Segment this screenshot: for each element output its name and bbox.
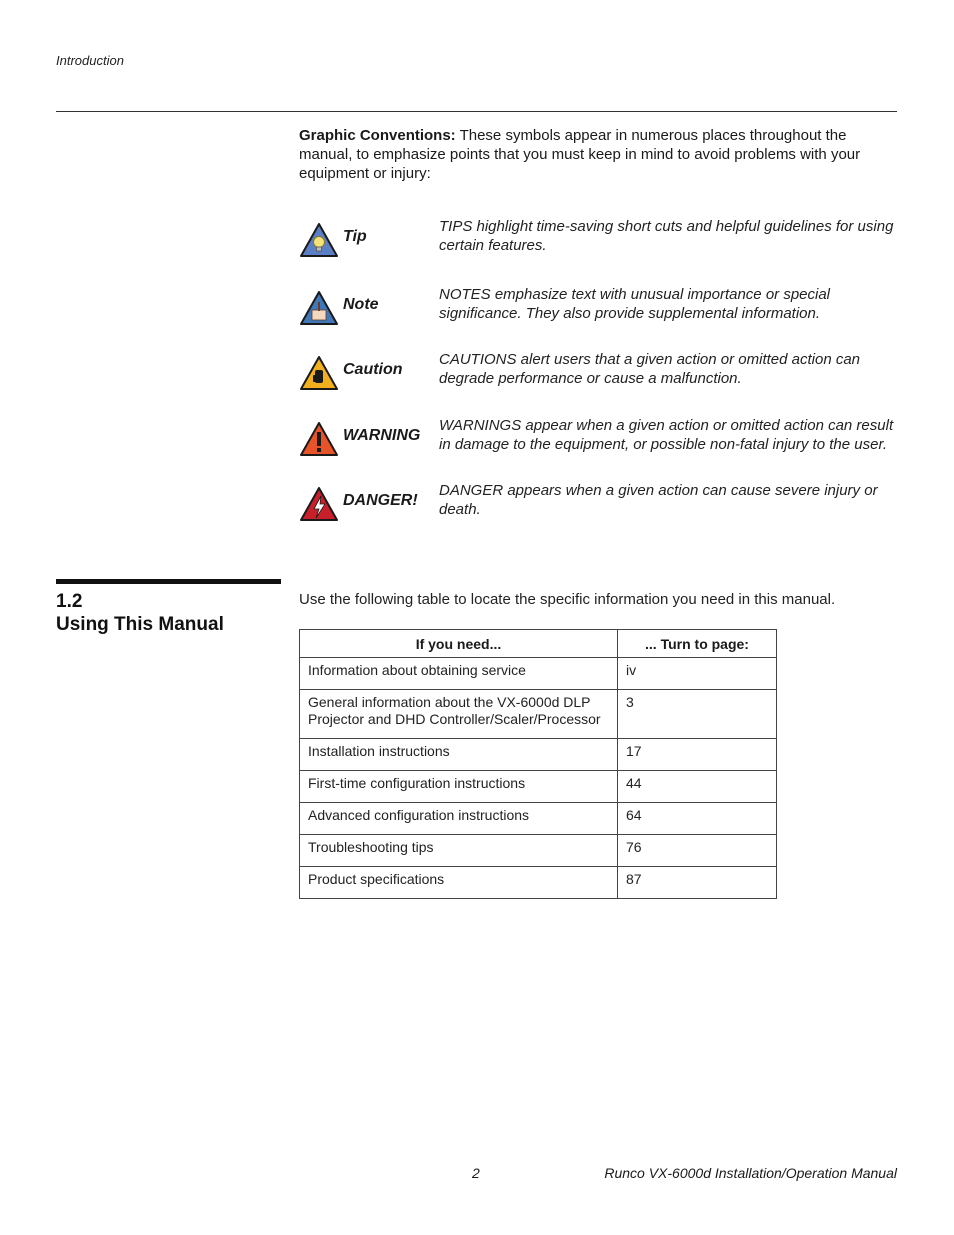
running-header: Introduction — [56, 53, 124, 68]
convention-warning — [299, 417, 899, 461]
section-number: 1.2 — [56, 591, 83, 612]
table-cell-need: General information about the VX-6000d DLP Projector and DHD Controller/Scaler/Processor — [300, 690, 618, 739]
table-row — [300, 803, 777, 835]
caution-icon — [299, 355, 339, 391]
warning-icon — [299, 421, 339, 457]
convention-label: Caution — [343, 361, 403, 378]
table-cell-page: 17 — [618, 739, 777, 771]
convention-description: TIPS highlight time-saving short cuts and helpful guidelines for using certain features. — [439, 218, 894, 254]
manual-guide-table — [299, 629, 777, 899]
header-rule — [56, 111, 897, 112]
convention-caution — [299, 351, 899, 395]
convention-label: Tip — [343, 228, 367, 245]
table-cell-need: Information about obtaining service — [300, 658, 618, 690]
graphic-conventions-intro — [299, 126, 889, 183]
table-cell-page: 44 — [618, 771, 777, 803]
table-cell-need: Troubleshooting tips — [300, 835, 618, 867]
table-cell-need: Installation instructions — [300, 739, 618, 771]
column-header-page: ... Turn to page: — [618, 630, 777, 658]
table-cell-page: 3 — [618, 690, 777, 739]
table-header-row — [300, 630, 777, 658]
column-header-need: If you need... — [300, 630, 618, 658]
convention-description: CAUTIONS alert users that a given action or omitted action can degrade performance or cause a malfunction. — [439, 351, 861, 387]
graphic-conventions-text: These symbols appear in numerous places throughout the manual, to emphasize points that you must keep in mind to avoid problems with your equipment or injury: — [299, 127, 861, 182]
graphic-conventions-lead: Graphic Conventions: — [299, 127, 456, 144]
table-cell-page: 87 — [618, 867, 777, 899]
convention-tip — [299, 218, 899, 262]
convention-description: DANGER appears when a given action can cause severe injury or death. — [439, 482, 878, 518]
convention-description: WARNINGS appear when a given action or omitted action can result in damage to the equipment, or possible non-fatal injury to the user. — [439, 417, 894, 453]
table-row — [300, 835, 777, 867]
section-rule — [56, 579, 281, 584]
table-cell-page: 76 — [618, 835, 777, 867]
footer-manual-title: Runco VX-6000d Installation/Operation Manual — [604, 1165, 897, 1181]
tip-icon — [299, 222, 339, 258]
footer-page-number: 2 — [472, 1165, 480, 1181]
table-row — [300, 690, 777, 739]
table-cell-need: First-time configuration instructions — [300, 771, 618, 803]
table-cell-need: Product specifications — [300, 867, 618, 899]
convention-description: NOTES emphasize text with unusual importance or special significance. They also provide supplemental information. — [439, 286, 831, 322]
section-heading — [56, 590, 286, 636]
danger-icon — [299, 486, 339, 522]
table-row — [300, 739, 777, 771]
table-row — [300, 867, 777, 899]
convention-label: Note — [343, 296, 379, 313]
table-row — [300, 771, 777, 803]
note-icon — [299, 290, 339, 326]
convention-label: WARNING — [343, 427, 421, 444]
section-title: Using This Manual — [56, 614, 224, 635]
table-row — [300, 658, 777, 690]
table-cell-page: 64 — [618, 803, 777, 835]
table-intro: Use the following table to locate the specific information you need in this manual. — [299, 591, 836, 608]
convention-danger — [299, 482, 899, 526]
table-cell-page: iv — [618, 658, 777, 690]
convention-label: DANGER! — [343, 492, 418, 509]
table-cell-need: Advanced configuration instructions — [300, 803, 618, 835]
convention-note — [299, 286, 899, 330]
